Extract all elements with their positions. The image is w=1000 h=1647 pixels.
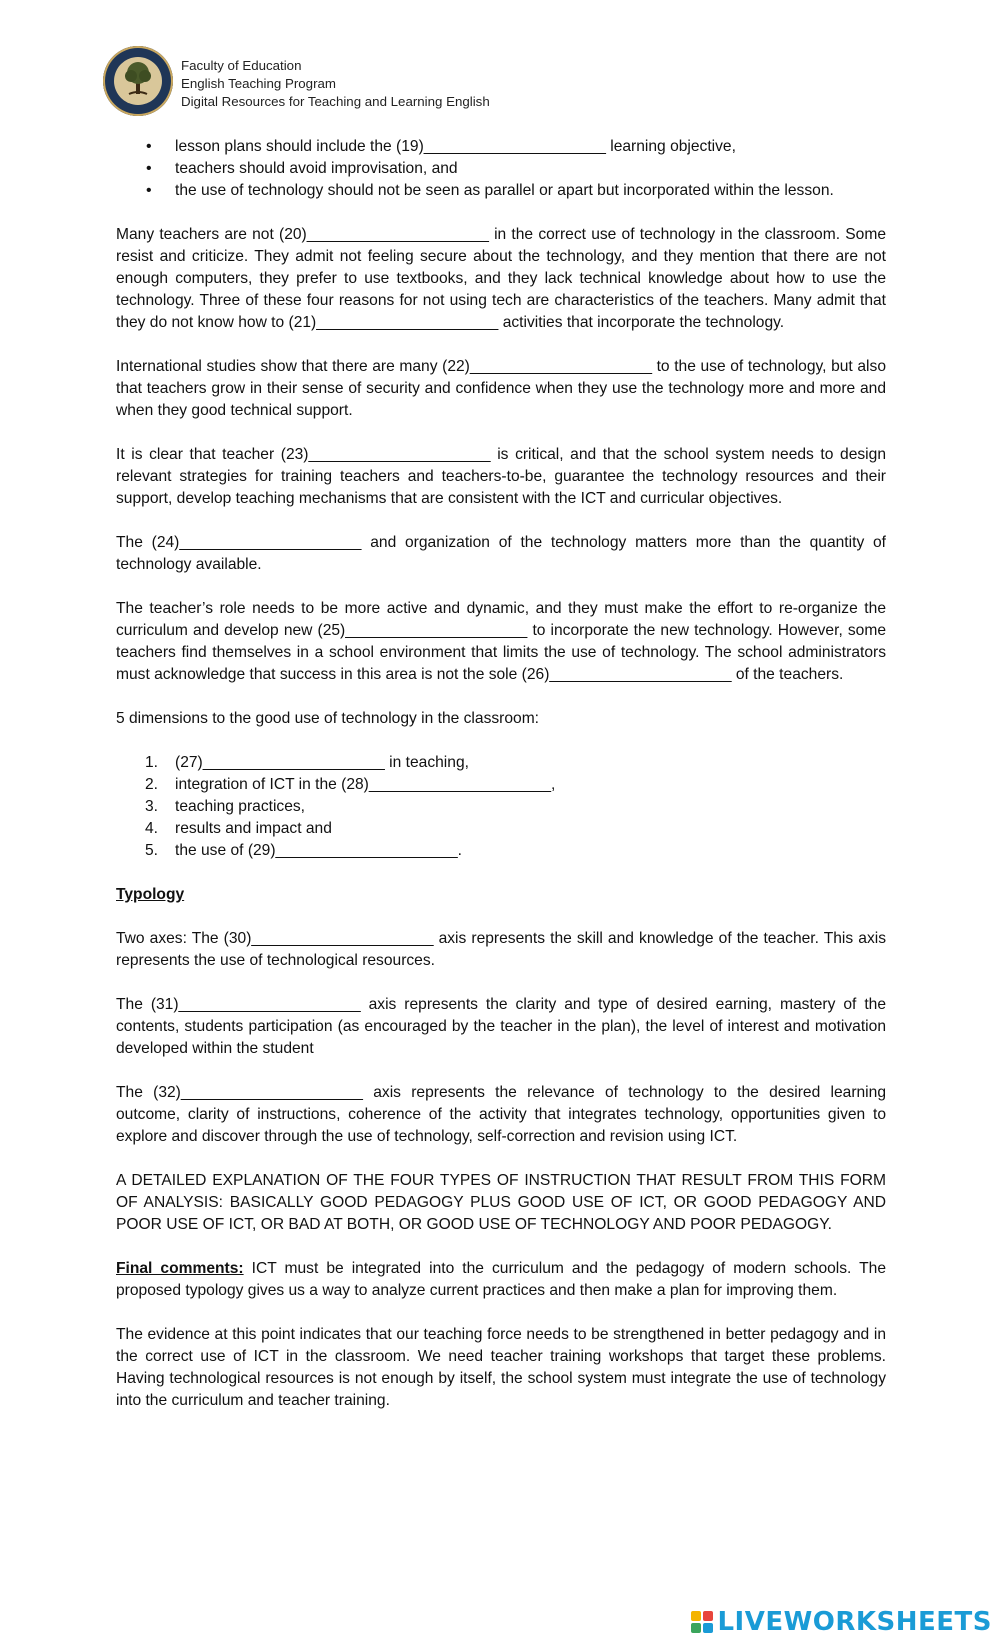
university-seal-logo [103,46,173,116]
course-name: Digital Resources for Teaching and Learning English [181,94,490,109]
paragraph-23: It is clear that teacher (23)_____________________ is critical, and that the school system needs to design relevant strategies for training teachers and teachers-to-be, guarantee the technology resources and their support, develop teaching mechanisms that are consistent with the ICT and curricular objectives. [116,446,886,507]
item-number: 1. [145,754,159,771]
evidence-paragraph: The evidence at this point indicates that our teaching force needs to be strengthened in better pedagogy and in the correct use of ICT in the classroom. We need teacher training workshops that target these problems. Having technological resources is not enough by itself, the school system must integrate the use of technology into the curriculum and teacher training. [116,1326,886,1409]
list-item: • lesson plans should include the (19)_____________________ learning objective, [116,136,886,158]
item-number: 4. [145,820,159,837]
item-text: results and impact and [175,820,332,837]
final-comments-label: Final comments: [116,1260,244,1277]
item-text: the use of (29)_____________________. [175,842,463,859]
list-item [116,752,886,774]
paragraph-32: The (32)_____________________ axis represents the relevance of technology to the desired learning outcome, clarity of instructions, coherence of the activity that integrates technology, opportunities given to explore and discover through the use of technology, self-correction and revision using ICT. [116,1084,886,1145]
paragraph-24: The (24)_____________________ and organization of the technology matters more than the quantity of technology available. [116,534,886,573]
list-item [116,774,886,796]
list-item: • the use of technology should not be seen as parallel or apart but incorporated within the lesson. [116,180,886,202]
list-item [116,818,886,840]
program-name: English Teaching Program [181,76,336,91]
final-comments-paragraph [116,1258,886,1302]
brand-name: LIVEWORKSHEETS [717,1607,992,1637]
list-item [116,840,886,862]
item-number: 5. [145,842,159,859]
paragraph-instruction-types: A DETAILED EXPLANATION OF THE FOUR TYPES OF INSTRUCTION THAT RESULT FROM THIS FORM OF ANALYSIS: BASICALLY GOOD PEDAGOGY PLUS GOOD USE OF ICT, OR GOOD PEDAGOGY AND POOR USE OF ICT, OR BAD AT BOTH, OR GOOD USE OF TECHNOLOGY AND POOR PEDAGOGY. [116,1172,886,1233]
item-text: integration of ICT in the (28)_____________________, [175,776,556,793]
bullet-list [116,136,886,202]
liveworksheets-logo-icon [691,1611,713,1633]
final-comments-text: ICT must be integrated into the curriculum and the pedagogy of modern schools. The proposed typology gives us a way to analyze current practices and then make a plan for improving them. [116,1260,886,1299]
document-header [103,46,490,116]
dimensions-list [116,752,886,862]
item-text: teaching practices, [175,798,306,815]
paragraph-25-26: The teacher’s role needs to be more active and dynamic, and they must make the effort to re-organize the curriculum and develop new (25)_____________________ to incorporate the new technology. However, some teachers find themselves in a school environment that limits the use of technology. The school administrators must acknowledge that success in this area is not the sole (26)_____________________ of the teachers. [116,600,886,683]
section-heading: Typology [116,886,185,903]
list-item: • teachers should avoid improvisation, and [116,158,886,180]
paragraph-30: Two axes: The (30)_____________________ axis represents the skill and knowledge of the teacher. This axis represents the use of technological resources. [116,930,886,969]
list-item [116,796,886,818]
item-number: 2. [145,776,159,793]
header-text-block [181,57,490,111]
dimensions-intro: 5 dimensions to the good use of technology in the classroom: [116,710,540,727]
item-number: 3. [145,798,159,815]
paragraph-20-21: Many teachers are not (20)_____________________ in the correct use of technology in the classroom. Some resist and criticize. They admit not feeling secure about the technology, and they mention that there are not enough computers, they prefer to use textbooks, and they lack technical knowledge about how to use the technology. Three of these four reasons for not using tech are characteristics of the teachers. Many admit that they do not know how to (21)_____________________ activities that incorporate the technology. [116,226,886,331]
liveworksheets-brand [691,1607,992,1637]
tree-icon [103,46,173,116]
typology-heading [116,884,886,906]
paragraph-22: International studies show that there are many (22)_____________________ to the use of technology, but also that teachers grow in their sense of security and confidence when they use the technology more and more and when they good technical support. [116,358,886,419]
faculty-name: Faculty of Education [181,58,302,73]
worksheet-body [116,136,886,1434]
paragraph-31: The (31)_____________________ axis represents the clarity and type of desired earning, mastery of the contents, students participation (as encouraged by the teacher in the plan), the level of interest and motivation developed within the student [116,996,886,1057]
item-text: (27)_____________________ in teaching, [175,754,469,771]
